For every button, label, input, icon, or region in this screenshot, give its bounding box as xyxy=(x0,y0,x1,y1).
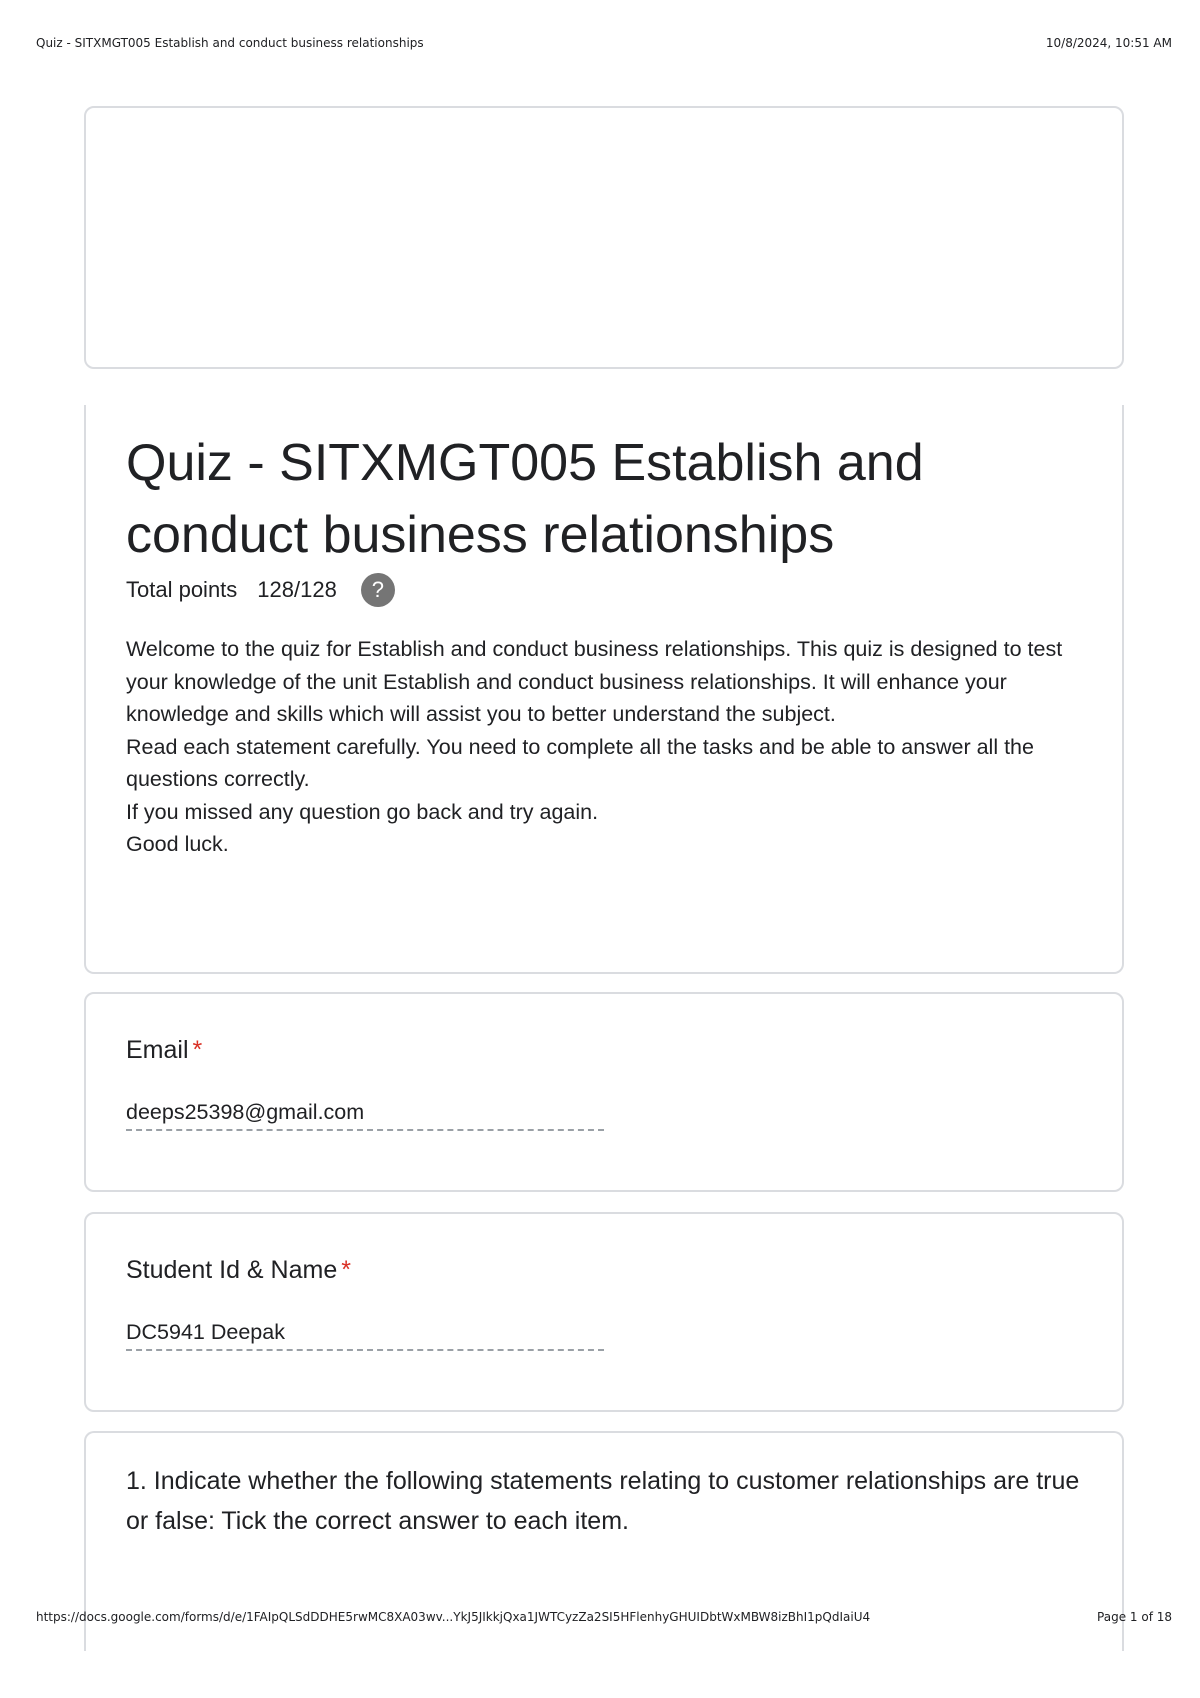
required-asterisk: * xyxy=(192,1036,203,1064)
print-header xyxy=(36,36,1172,50)
email-label xyxy=(126,1036,202,1065)
email-field[interactable]: deeps25398@gmail.com xyxy=(126,1100,604,1131)
student-label xyxy=(126,1256,351,1285)
student-label-text: Student Id & Name xyxy=(126,1256,338,1284)
description-paragraph: If you missed any question go back and try again. xyxy=(126,799,599,824)
total-points-value: 128/128 xyxy=(257,577,337,602)
header-banner xyxy=(84,106,1124,369)
required-asterisk: * xyxy=(341,1256,351,1284)
print-url: https://docs.google.com/forms/d/e/1FAIpQLSdDDHE5rwMC8XA03wv...YkJ5JIkkjQxa1JWTCyzZa2SI5HFlenhyGHUIDbtWxMBW8izBhI1pQdIaiU4 xyxy=(36,1610,871,1624)
description-paragraph: Good luck. xyxy=(126,832,229,856)
help-icon[interactable]: ? xyxy=(361,573,395,607)
student-id-name-field[interactable]: DC5941 Deepak xyxy=(126,1320,604,1351)
form-title-card xyxy=(84,405,1124,974)
form-title: Quiz - SITXMGT005 Establish and conduct business relationships xyxy=(126,434,924,564)
description-paragraph: Welcome to the quiz for Establish and conduct business relationships. This quiz is designed to test your knowledge of the unit Establish and conduct business relationships. It will enhance your knowledge and skills which will assist you to better understand the subject. xyxy=(126,637,1063,726)
email-question-card xyxy=(84,992,1124,1192)
description-paragraph: Read each statement carefully. You need to complete all the tasks and be able to answer all the questions correctly. xyxy=(126,734,1034,791)
print-footer xyxy=(36,1610,1172,1624)
total-points-label: Total points xyxy=(126,577,238,602)
print-datetime: 10/8/2024, 10:51 AM xyxy=(1045,36,1172,50)
email-label-text: Email xyxy=(126,1036,189,1064)
form-description xyxy=(126,633,1086,861)
print-page-number: Page 1 of 18 xyxy=(1097,1610,1172,1624)
print-doc-title: Quiz - SITXMGT005 Establish and conduct business relationships xyxy=(36,36,424,50)
question-1-title: 1. Indicate whether the following statements relating to customer relationships are true or false: Tick the correct answer to each item. xyxy=(126,1467,1080,1535)
student-question-card xyxy=(84,1212,1124,1412)
total-points xyxy=(126,573,395,607)
